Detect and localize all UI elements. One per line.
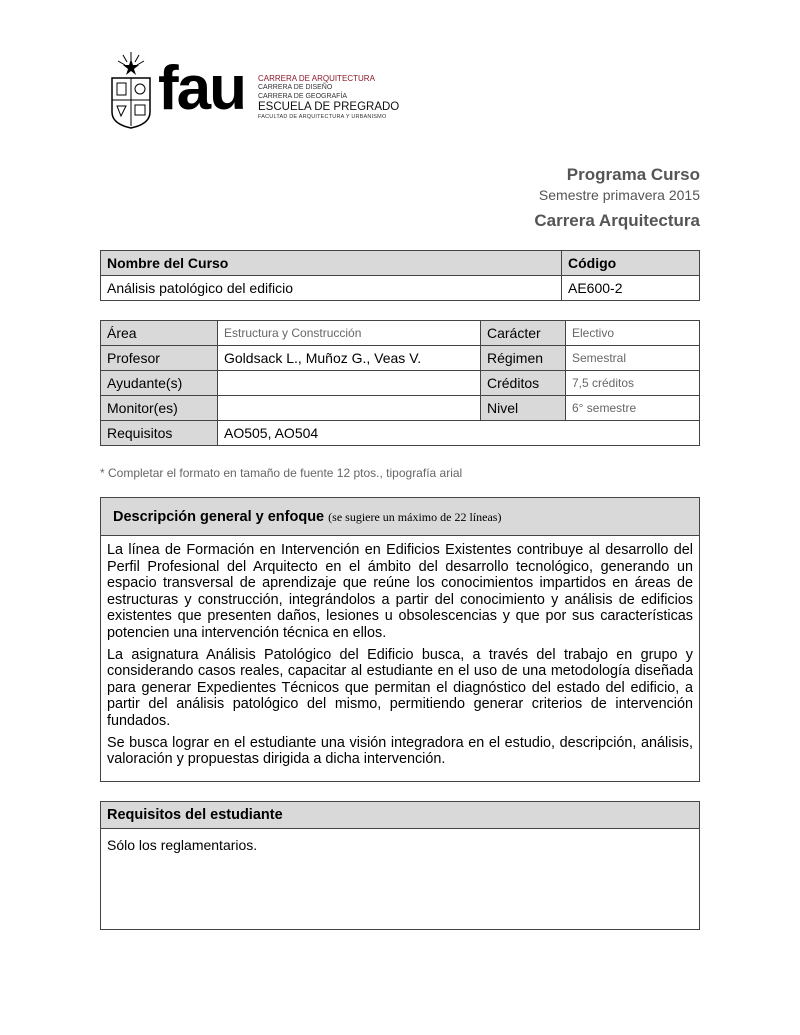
nivel-value: 6° semestre — [566, 396, 700, 421]
semester-label: Semestre primavera 2015 — [538, 187, 700, 203]
area-value: Estructura y Construcción — [218, 321, 481, 346]
monitor-label: Monitor(es) — [101, 396, 218, 421]
profesor-label: Profesor — [101, 346, 218, 371]
regimen-label: Régimen — [481, 346, 566, 371]
requirements-title: Requisitos del estudiante — [101, 802, 699, 829]
description-section — [100, 497, 700, 782]
description-paragraph: La línea de Formación en Intervención en Edificios Existentes contribuye al desarrollo del Perfil Profesional del Arquitecto en el ámbito del desarrollo tecnológico, generando un espacio transversal de aprendizaje que reúne los conocimientos impartidos en áreas de estructuras y construcción, integrándolos a partir del conocimiento y análisis de edificios existentes que presenten daños, lesiones u obsolescencias y que por sus características potencien una intervención técnica en ellos. — [107, 542, 693, 641]
course-name: Análisis patológico del edificio — [101, 276, 562, 301]
caracter-label: Carácter — [481, 321, 566, 346]
school-name: ESCUELA DE PREGRADO — [258, 101, 400, 113]
description-header — [101, 498, 699, 536]
creditos-value: 7,5 créditos — [566, 371, 700, 396]
career-architecture: CARRERA DE ARQUITECTURA — [258, 74, 375, 83]
caracter-value: Electivo — [566, 321, 700, 346]
course-code: AE600-2 — [562, 276, 700, 301]
description-paragraph: Se busca lograr en el estudiante una visión integradora en el estudio, descripción, análisis, valoración y propuestas dirigida a dicha intervención. — [107, 734, 693, 768]
career-title: Carrera Arquitectura — [534, 211, 700, 230]
requisitos-label: Requisitos — [101, 421, 218, 446]
description-hint: (se sugiere un máximo de 22 líneas) — [328, 510, 502, 524]
faculty-name: FACULTAD DE ARQUITECTURA Y URBANISMO — [258, 114, 387, 120]
monitor-value — [218, 396, 481, 421]
career-geography: CARRERA DE GEOGRAFÍA — [258, 93, 348, 100]
brand-wordmark: fau — [158, 54, 245, 123]
program-title: Programa Curso — [566, 165, 700, 184]
description-body — [101, 536, 699, 768]
careers-list — [258, 74, 418, 121]
requirements-text: Sólo los reglamentarios. — [107, 837, 258, 853]
creditos-label: Créditos — [481, 371, 566, 396]
course-name-header: Nombre del Curso — [101, 251, 562, 276]
format-note: * Completar el formato en tamaño de fuente 12 ptos., tipografía arial — [100, 466, 463, 480]
details-table — [100, 320, 700, 446]
ayudante-label: Ayudante(s) — [101, 371, 218, 396]
ayudante-value — [218, 371, 481, 396]
nivel-label: Nivel — [481, 396, 566, 421]
career-design: CARRERA DE DISEÑO — [258, 84, 333, 91]
description-title: Descripción general y enfoque — [113, 509, 325, 525]
description-paragraph: La asignatura Análisis Patológico del Edificio busca, a través del trabajo en grupo y considerando casos reales, capacitar al estudiante en el uso de una metodología diseñada para generar Expedientes Técnicos que permitan el diagnóstico del estado del edificio, a partir del análisis patológico del mismo, permitiendo generar criterios de intervención fundados. — [107, 646, 693, 729]
course-table — [100, 250, 700, 301]
requirements-section — [100, 801, 700, 930]
requisitos-value: AO505, AO504 — [218, 421, 700, 446]
title-block — [534, 164, 700, 232]
regimen-value: Semestral — [566, 346, 700, 371]
shield-icon — [108, 50, 154, 130]
course-code-header: Código — [562, 251, 700, 276]
profesor-value: Goldsack L., Muñoz G., Veas V. — [218, 346, 481, 371]
area-label: Área — [101, 321, 218, 346]
